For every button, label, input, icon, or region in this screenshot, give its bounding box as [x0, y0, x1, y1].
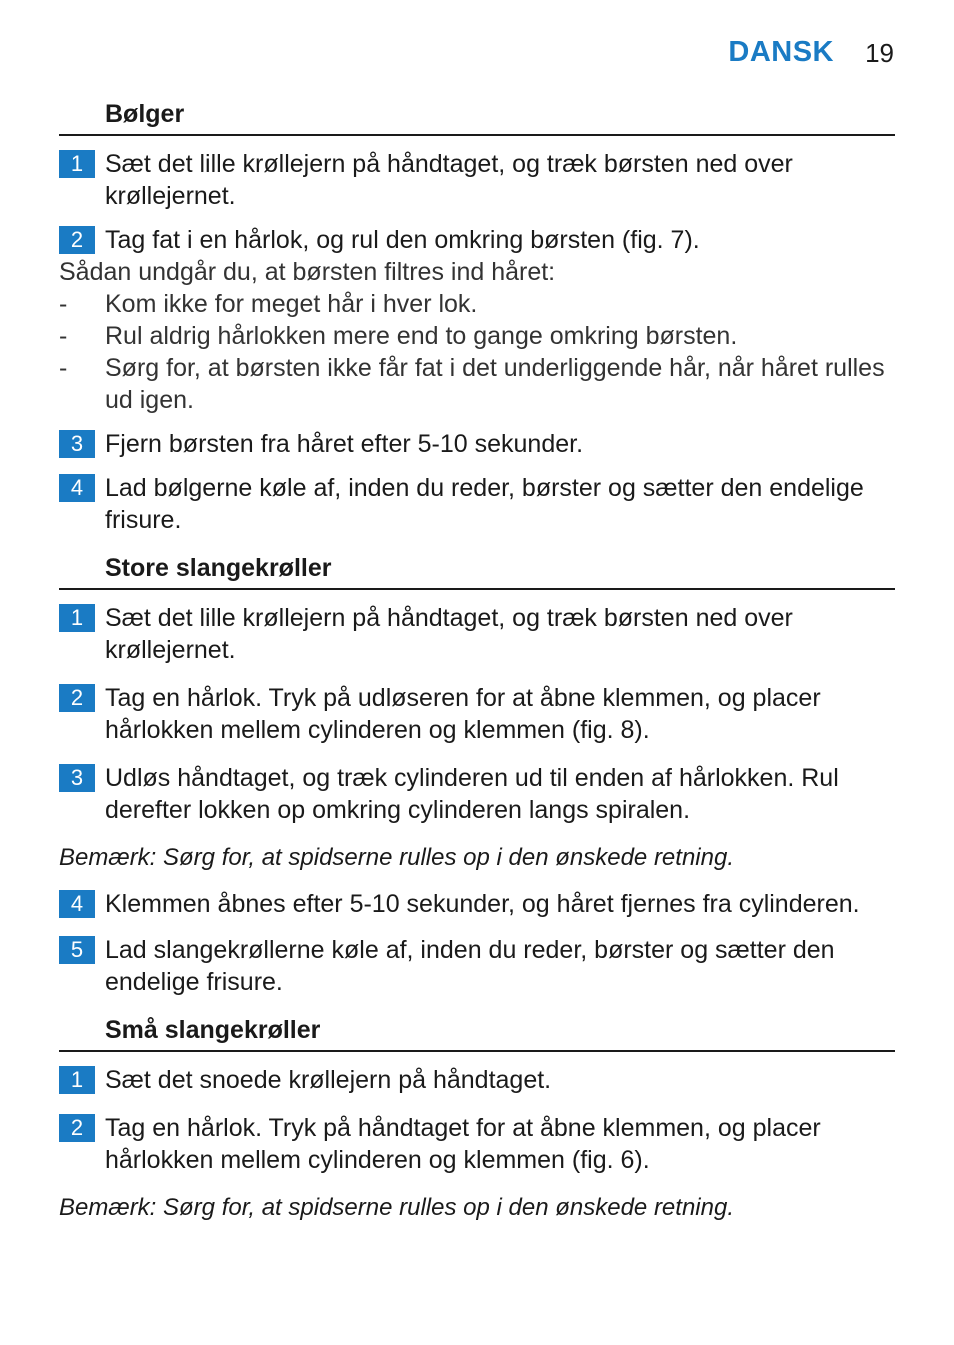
step-text: Tag en hårlok. Tryk på udløseren for at åbne klemmen, og placer hårlokken mellem cylinderen og klemmen (fig. 8). — [105, 684, 821, 744]
step-number-badge: 2 — [59, 684, 95, 712]
section-title-sma-slangekroller: Små slangekrøller — [59, 1014, 895, 1052]
step — [59, 1064, 895, 1096]
step-number-badge: 5 — [59, 936, 95, 964]
step-text: Lad bølgerne køle af, inden du reder, børster og sætter den endelige frisure. — [105, 474, 864, 534]
section-title-bolger: Bølger — [59, 98, 895, 136]
step — [59, 682, 895, 746]
step-text: Tag en hårlok. Tryk på håndtaget for at åbne klemmen, og placer hårlokken mellem cylinderen og klemmen (fig. 6). — [105, 1114, 821, 1174]
step — [59, 762, 895, 826]
step-text: Klemmen åbnes efter 5-10 sekunder, og håret fjernes fra cylinderen. — [105, 890, 860, 918]
step-number-badge: 3 — [59, 430, 95, 458]
list-item — [59, 320, 895, 352]
list-item-text: Rul aldrig hårlokken mere end to gange omkring børsten. — [105, 322, 738, 350]
step-number-badge: 4 — [59, 890, 95, 918]
step — [59, 1112, 895, 1176]
step — [59, 602, 895, 666]
step-number-badge: 3 — [59, 764, 95, 792]
step-number-badge: 1 — [59, 604, 95, 632]
step-number-badge: 2 — [59, 1114, 95, 1142]
dash-marker: - — [59, 354, 68, 382]
step — [59, 472, 895, 536]
step — [59, 888, 895, 920]
step — [59, 148, 895, 212]
language-label: DANSK — [728, 36, 834, 68]
dash-marker: - — [59, 322, 68, 350]
step-text: Sæt det snoede krøllejern på håndtaget. — [105, 1066, 552, 1094]
list-item — [59, 352, 895, 416]
step-number-badge: 4 — [59, 474, 95, 502]
step-text: Sæt det lille krøllejern på håndtaget, og træk børsten ned over krøllejernet. — [105, 604, 793, 664]
step-text: Lad slangekrøllerne køle af, inden du reder, børster og sætter den endelige frisure. — [105, 936, 835, 996]
section-title-store-slangekroller: Store slangekrøller — [59, 552, 895, 590]
step-number-badge: 2 — [59, 226, 95, 254]
note-text: Bemærk: Sørg for, at spidserne rulles op i den ønskede retning. — [59, 1194, 734, 1221]
step-text: Tag fat i en hårlok, og rul den omkring børsten (fig. 7). — [105, 226, 700, 254]
step-number-badge: 1 — [59, 1066, 95, 1094]
step — [59, 224, 895, 256]
step-text: Udløs håndtaget, og træk cylinderen ud til enden af hårlokken. Rul derefter lokken op omkring cylinderen langs spiralen. — [105, 764, 839, 824]
page-content — [59, 98, 895, 1224]
intro-text: Sådan undgår du, at børsten filtres ind håret: — [59, 258, 556, 286]
list-item-text: Kom ikke for meget hår i hver lok. — [105, 290, 478, 318]
step — [59, 428, 895, 460]
step-text: Sæt det lille krøllejern på håndtaget, og træk børsten ned over krøllejernet. — [105, 150, 793, 210]
list-item — [59, 288, 895, 320]
step — [59, 934, 895, 998]
dash-marker: - — [59, 290, 68, 318]
page-number: 19 — [865, 38, 894, 68]
note-text: Bemærk: Sørg for, at spidserne rulles op i den ønskede retning. — [59, 844, 734, 871]
step-text: Fjern børsten fra håret efter 5-10 sekunder. — [105, 430, 584, 458]
list-item-text: Sørg for, at børsten ikke får fat i det underliggende hår, når håret rulles ud igen. — [105, 354, 885, 414]
step-number-badge: 1 — [59, 150, 95, 178]
